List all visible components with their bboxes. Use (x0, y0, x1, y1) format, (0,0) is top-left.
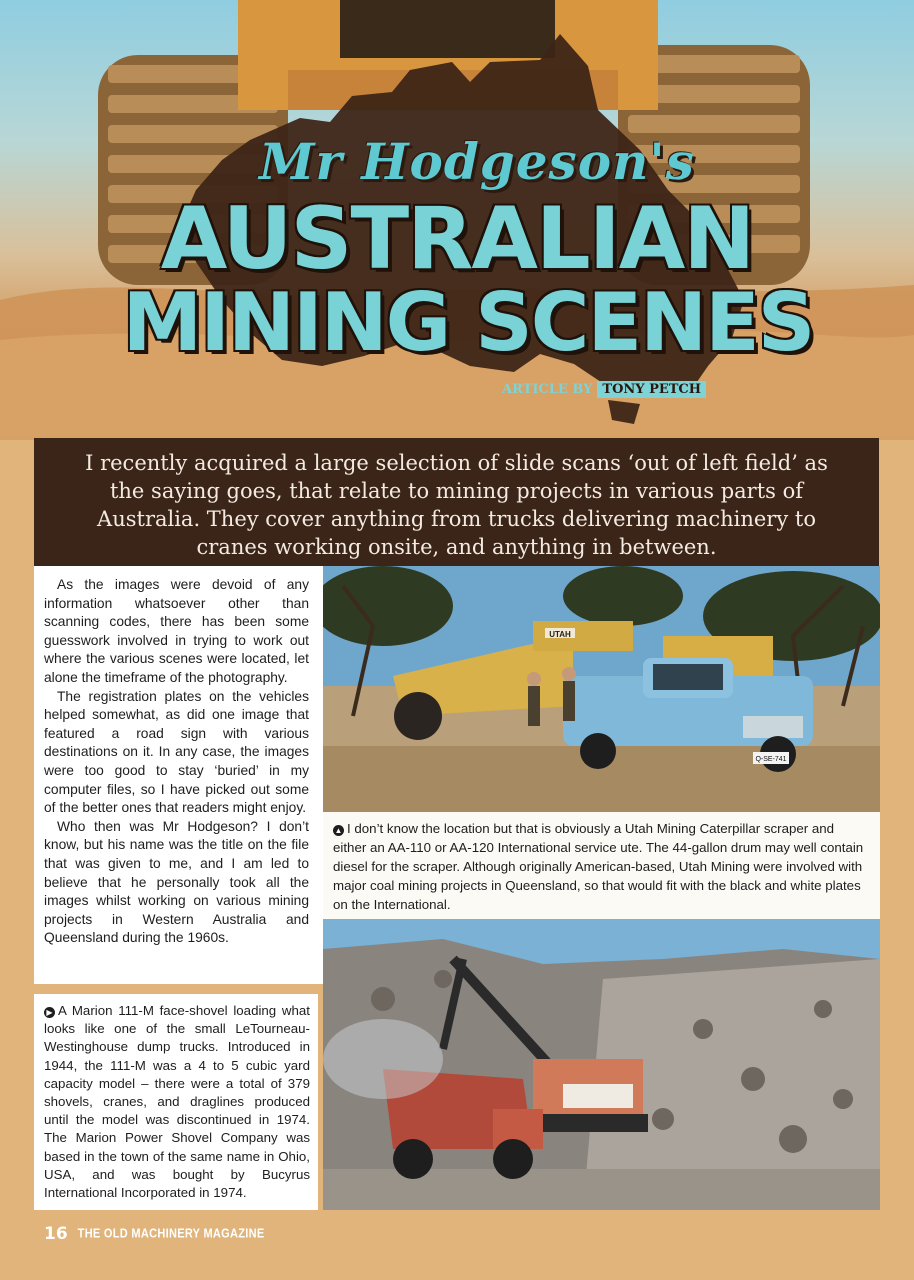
caption-arrow-right-icon: ▶ (44, 1007, 55, 1018)
intro-standfirst: I recently acquired a large selection of slide scans ‘out of left field’ as the saying goes, that relate to mining projects in various parts of Australia. They cover anything from trucks delivering machinery to cranes working onsite, and anything in between. (34, 438, 879, 566)
title-mining-scenes: MINING SCENES (122, 276, 814, 369)
body-paragraph-3: Who then was Mr Hodgeson? I don’t know, but his name was the title on the file that was given to me, and I am led to believe that he personally took all the images whilst working on various mining projects in Western Australia and Queensland during the 1960s. (44, 818, 309, 946)
caption-shovel-text: A Marion 111-M face-shovel loading what looks like one of the small LeTourneau-Westinghouse dump trucks. Introduced in 1944, the 111-M was a 4 to 5 cubic yard capacity model – there were a total of 379 shovels, cranes, and draglines produced until the model was discontinued in 1974. The Marion Power Shovel Company was based in the town of the same name in Ohio, USA, and was bought by Bucyrus International Incorporated in 1974. (44, 1003, 310, 1201)
photo-marion-shovel (323, 919, 880, 1210)
caption-shovel (34, 994, 318, 1210)
body-paragraph-2: The registration plates on the vehicles helped somewhat, as did one image that featured a road sign with various destinations on it. In any case, the images were too good to stay ‘buried’ in my computer files, so I have picked out some of the better ones that readers might enjoy. (44, 688, 309, 816)
caption-scraper-text: I don’t know the location but that is obviously a Utah Mining Caterpillar scraper and either an AA-110 or AA-120 International service ute. The 44-gallon drum may well contain diesel for the scraper. Although originally American-based, Utah Mining were involved with major coal mining projects in Queensland, so that would fit with the black and white plates on the International. (333, 821, 864, 912)
magazine-name: THE OLD MACHINERY MAGAZINE (77, 1227, 265, 1241)
byline-author: TONY PETCH (597, 381, 706, 398)
scraper-scene-illustration (323, 566, 880, 812)
hero-banner (0, 0, 914, 440)
title-australian: AUSTRALIAN (160, 189, 754, 289)
body-paragraph-1: As the images were devoid of any information whatsoever other than scanning codes, there has been some guesswork involved in trying to work out where the various scenes were located, let alone the timeframe of the photography. (44, 577, 309, 685)
title-block (0, 132, 914, 369)
page-footer (44, 1222, 265, 1246)
shovel-scene-illustration (323, 919, 880, 1210)
byline (502, 379, 706, 399)
body-column (34, 566, 323, 984)
caption-scraper (323, 812, 880, 919)
scraper-badge: UTAH (549, 630, 571, 639)
caption-arrow-up-icon: ▲ (334, 826, 343, 835)
page-number: 16 (44, 1224, 68, 1244)
photo-scraper-and-ute (323, 566, 880, 812)
byline-prefix: ARTICLE BY (502, 381, 593, 397)
title-script: Mr Hodgeson's (259, 132, 695, 191)
ute-plate: Q-SE-741 (755, 756, 787, 763)
